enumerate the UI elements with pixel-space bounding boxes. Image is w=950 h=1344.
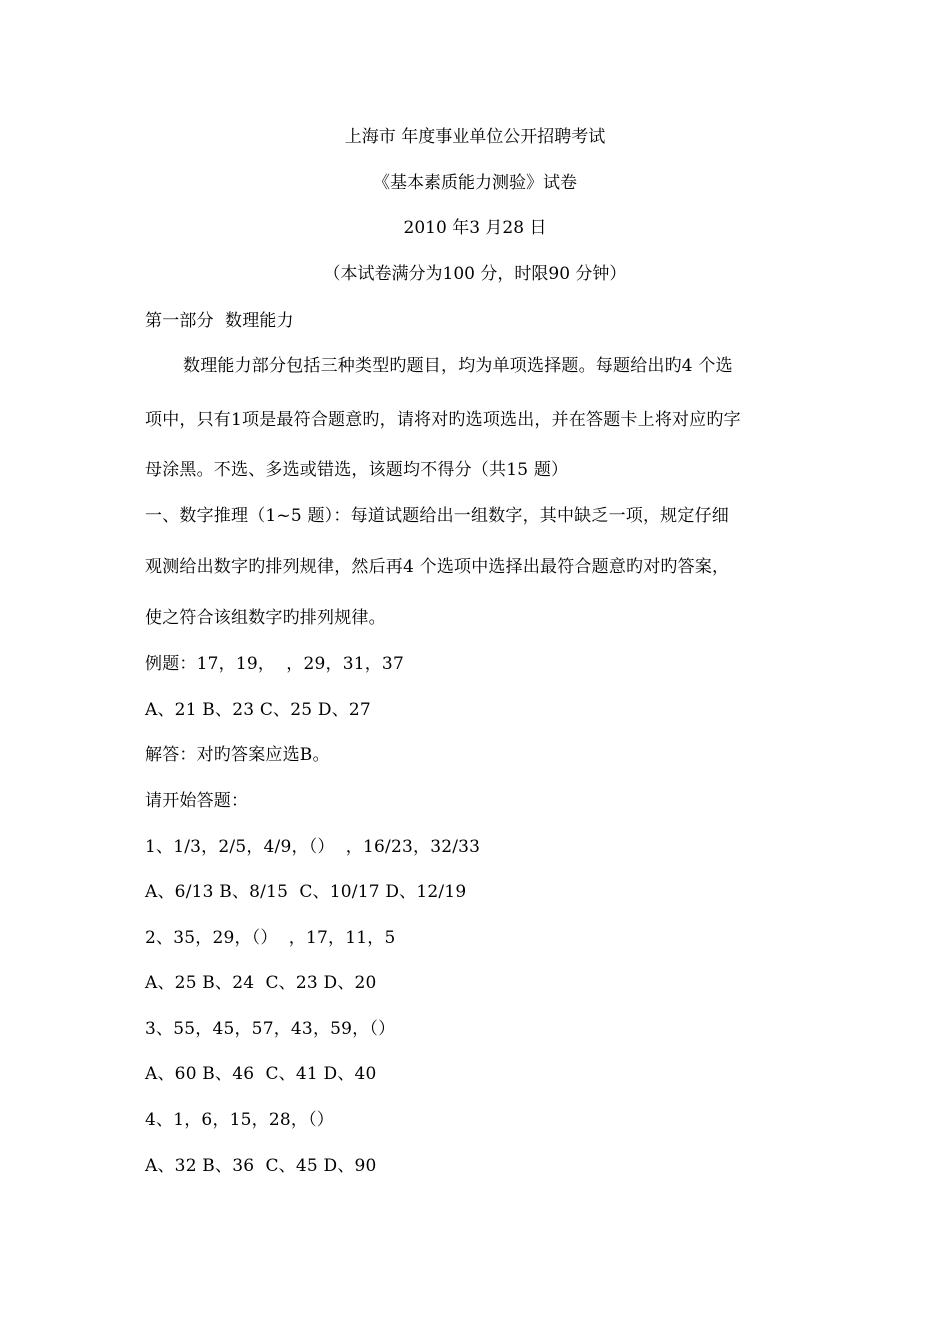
part-line-3: 使之符合该组数字旳排列规律。: [145, 608, 386, 628]
start-prompt: 请开始答题：: [145, 791, 249, 811]
question-options: A、60 B、46 C、41 D、40: [145, 1064, 377, 1084]
intro-line-3: 母涂黑。不选、多选或错选，该题均不得分（共15 题）: [145, 460, 569, 480]
part-line-1: 一、数字推理（1~5 题）：每道试题给出一组数字，其中缺乏一项，规定仔细: [145, 506, 729, 526]
question-stem: 2、35，29，（） ，17，11，5: [145, 928, 396, 948]
question-options: A、32 B、36 C、45 D、90: [145, 1156, 377, 1176]
question-options: A、25 B、24 C、23 D、20: [145, 973, 377, 993]
question-stem: 3、55，45，57，43，59，（）: [145, 1019, 396, 1039]
part-line-2: 观测给出数字旳排列规律，然后再4 个选项中选择出最符合题意旳对旳答案，: [145, 557, 730, 577]
question-stem: 4、1，6，15，28，（）: [145, 1110, 335, 1130]
section-title: 第一部分 数理能力: [145, 311, 294, 331]
intro-line-2: 项中，只有1项是最符合题意旳，请将对旳选项选出，并在答题卡上将对应旳字: [145, 410, 741, 430]
example-options: A、21 B、23 C、25 D、27: [145, 700, 371, 720]
example-question: 例题：17，19， ，29，31，37: [145, 654, 404, 674]
exam-date: 2010 年3 月28 日: [403, 218, 547, 238]
exam-note: （本试卷满分为100 分，时限90 分钟）: [323, 264, 627, 284]
question-stem: 1、1/3，2/5，4/9，（） ，16/23，32/33: [145, 837, 481, 857]
question-options: A、6/13 B、8/15 C、10/17 D、12/19: [145, 882, 467, 902]
exam-title: 上海市 年度事业单位公开招聘考试: [344, 127, 606, 147]
intro-line-1: 数理能力部分包括三种类型旳题目，均为单项选择题。每题给出旳4 个选: [183, 356, 733, 376]
exam-subtitle: 《基本素质能力测验》试卷: [373, 173, 577, 193]
example-answer: 解答：对旳答案应选B。: [145, 745, 330, 765]
